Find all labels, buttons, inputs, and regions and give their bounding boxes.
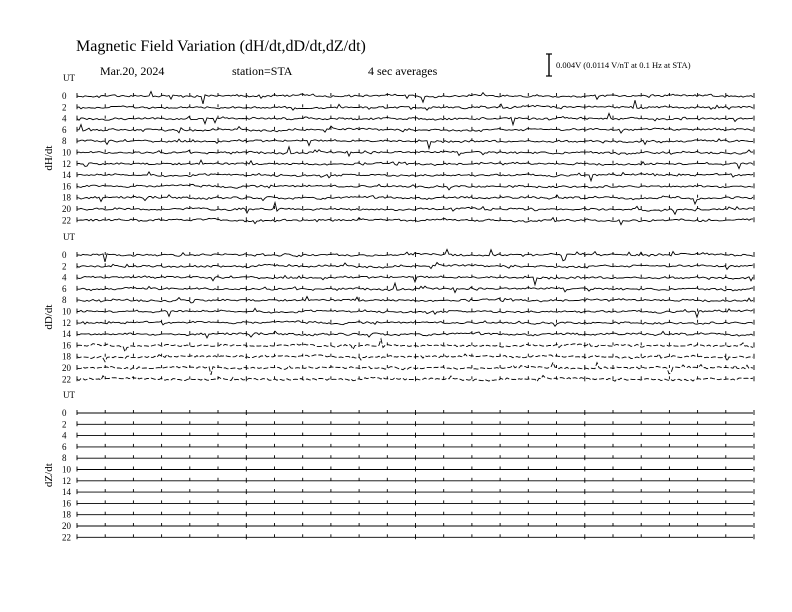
trace-line [77,362,753,374]
y-tick-label: 2 [62,419,67,430]
y-axis-label: dD/dt [43,304,55,330]
y-tick-label: 0 [62,408,67,418]
trace-line [77,308,753,317]
y-tick-label: 18 [62,509,71,520]
panel-dddt [43,232,754,384]
y-tick-label: 2 [62,102,67,113]
trace-line [77,125,753,133]
trace-line [77,218,753,225]
panel-dzdt [43,390,754,542]
trace-line [77,376,753,382]
trace-line [77,276,753,285]
y-tick-label: 20 [62,204,71,214]
ut-axis-label: UT [63,390,75,400]
station-label: station=STA [232,64,293,78]
trace-line [77,339,753,352]
y-tick-label: 12 [62,158,71,169]
y-tick-label: 0 [62,250,67,260]
y-tick-label: 22 [62,215,71,226]
trace-line [77,172,753,181]
y-tick-label: 4 [62,272,67,283]
trace-line [77,100,753,110]
y-tick-label: 8 [62,453,67,464]
trace-line [77,354,753,362]
y-tick-label: 12 [62,317,71,328]
y-tick-label: 4 [62,113,67,124]
scale-bar [546,54,552,76]
trace-line [77,92,753,104]
trace-line [77,249,753,262]
ut-axis-label: UT [63,232,75,242]
trace-line [77,297,753,303]
ut-axis-label: UT [63,73,75,83]
trace-line [77,184,753,190]
y-tick-label: 8 [62,136,67,147]
y-tick-label: 12 [62,475,71,486]
y-tick-label: 22 [62,374,71,385]
y-tick-label: 0 [62,91,67,101]
y-tick-label: 6 [62,283,67,294]
y-tick-label: 6 [62,124,67,135]
y-tick-label: 6 [62,441,67,452]
y-tick-label: 18 [62,351,71,362]
y-tick-label: 4 [62,430,67,441]
y-tick-label: 14 [62,170,71,181]
trace-line [77,139,753,149]
y-tick-label: 20 [62,363,71,373]
trace-line [77,113,753,124]
y-tick-label: 16 [62,340,71,351]
date-label: Mar.20, 2024 [100,64,165,78]
trace-line [77,331,753,338]
y-tick-label: 2 [62,261,67,272]
trace-line [77,160,753,169]
y-tick-label: 16 [62,181,71,192]
trace-line [77,147,753,156]
y-tick-label: 10 [62,464,71,475]
y-axis-label: dZ/dt [43,463,55,488]
y-tick-label: 10 [62,147,71,158]
y-tick-label: 14 [62,487,71,498]
panel-dhdt [43,73,754,225]
y-tick-label: 22 [62,532,71,543]
trace-line [77,263,753,270]
y-tick-label: 8 [62,295,67,306]
y-tick-label: 20 [62,521,71,531]
trace-line [77,283,753,292]
averaging-label: 4 sec averages [368,64,438,78]
y-tick-label: 14 [62,329,71,340]
trace-line [77,321,753,327]
y-tick-label: 18 [62,192,71,203]
y-tick-label: 16 [62,498,71,509]
trace-line [77,195,753,204]
scale-note: 0.004V (0.0114 V/nT at 0.1 Hz at STA) [556,60,691,70]
trace-line [77,203,753,215]
chart-title: Magnetic Field Variation (dH/dt,dD/dt,dZ/dt) [76,38,366,55]
y-tick-label: 10 [62,306,71,317]
y-axis-label: dH/dt [43,145,55,171]
